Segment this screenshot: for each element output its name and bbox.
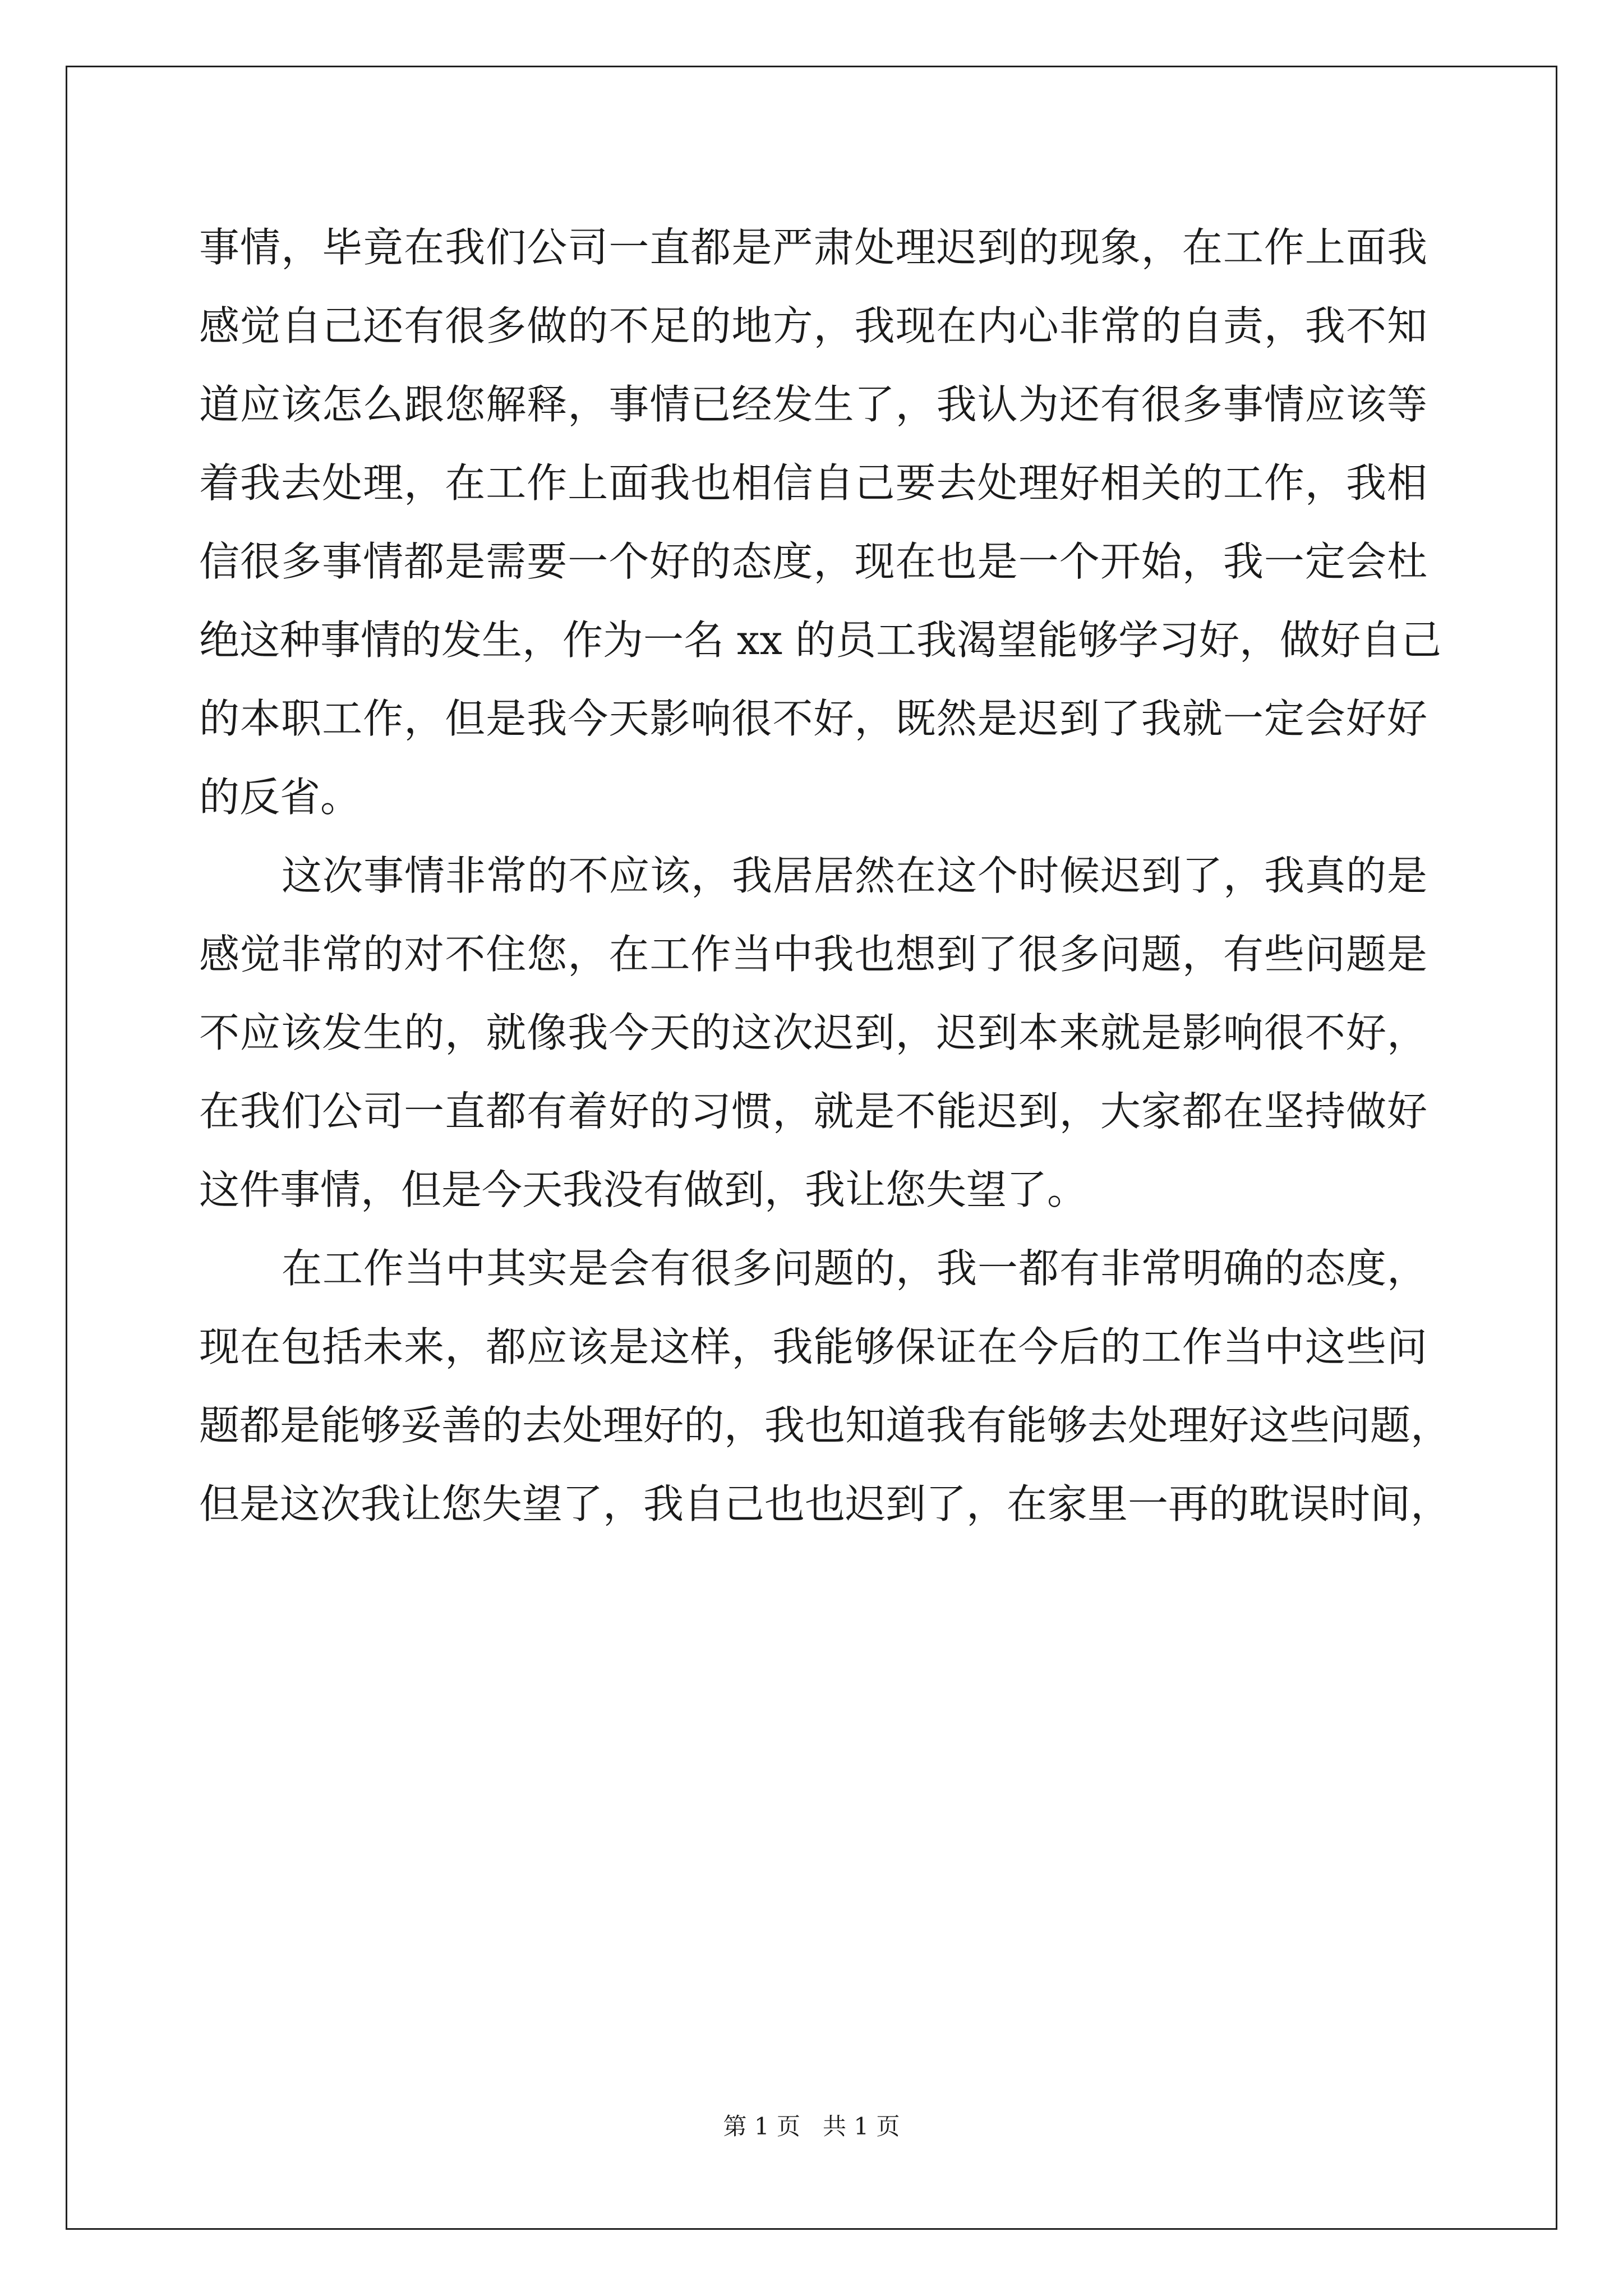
text-line-2: 感觉自己还有很多做的不足的地方，我现在内心非常的自责，我不知 bbox=[199, 302, 1427, 349]
page-footer: 第 1 页 共 1 页 bbox=[723, 2113, 900, 2140]
text-line-3: 道应该怎么跟您解释，事情已经发生了，我认为还有很多事情应该等 bbox=[199, 381, 1427, 428]
text-line-7: 的本职工作，但是我今天影响很不好，既然是迟到了我就一定会好好 bbox=[199, 695, 1427, 742]
text-line-6: 绝这种事情的发生，作为一名 xx 的员工我渴望能够学习好，做好自己 bbox=[199, 616, 1441, 664]
text-line-8: 的反省。 bbox=[199, 774, 361, 821]
text-line-11: 不应该发生的，就像我今天的这次迟到，迟到本来就是影响很不好， bbox=[199, 1009, 1427, 1056]
text-line-15: 现在包括未来，都应该是这样，我能够保证在今后的工作当中这些问 bbox=[199, 1323, 1427, 1370]
text-line-10: 感觉非常的对不住您，在工作当中我也想到了很多问题，有些问题是 bbox=[199, 931, 1427, 978]
text-line-4: 着我去处理，在工作上面我也相信自己要去处理好相关的工作，我相 bbox=[199, 459, 1427, 507]
text-line-14: 在工作当中其实是会有很多问题的，我一都有非常明确的态度， bbox=[282, 1245, 1427, 1292]
text-line-9: 这次事情非常的不应该，我居居然在这个时候迟到了，我真的是 bbox=[282, 852, 1427, 899]
text-line-12: 在我们公司一直都有着好的习惯，就是不能迟到，大家都在坚持做好 bbox=[199, 1088, 1427, 1135]
text-line-13: 这件事情，但是今天我没有做到，我让您失望了。 bbox=[199, 1166, 1088, 1213]
text-line-5: 信很多事情都是需要一个好的态度，现在也是一个开始，我一定会杜 bbox=[199, 538, 1427, 585]
text-line-1: 事情，毕竟在我们公司一直都是严肃处理迟到的现象，在工作上面我 bbox=[199, 224, 1427, 271]
text-line-16: 题都是能够妥善的去处理好的，我也知道我有能够去处理好这些问题， bbox=[199, 1402, 1451, 1449]
text-line-17: 但是这次我让您失望了，我自己也也迟到了，在家里一再的耽误时间， bbox=[199, 1480, 1451, 1527]
